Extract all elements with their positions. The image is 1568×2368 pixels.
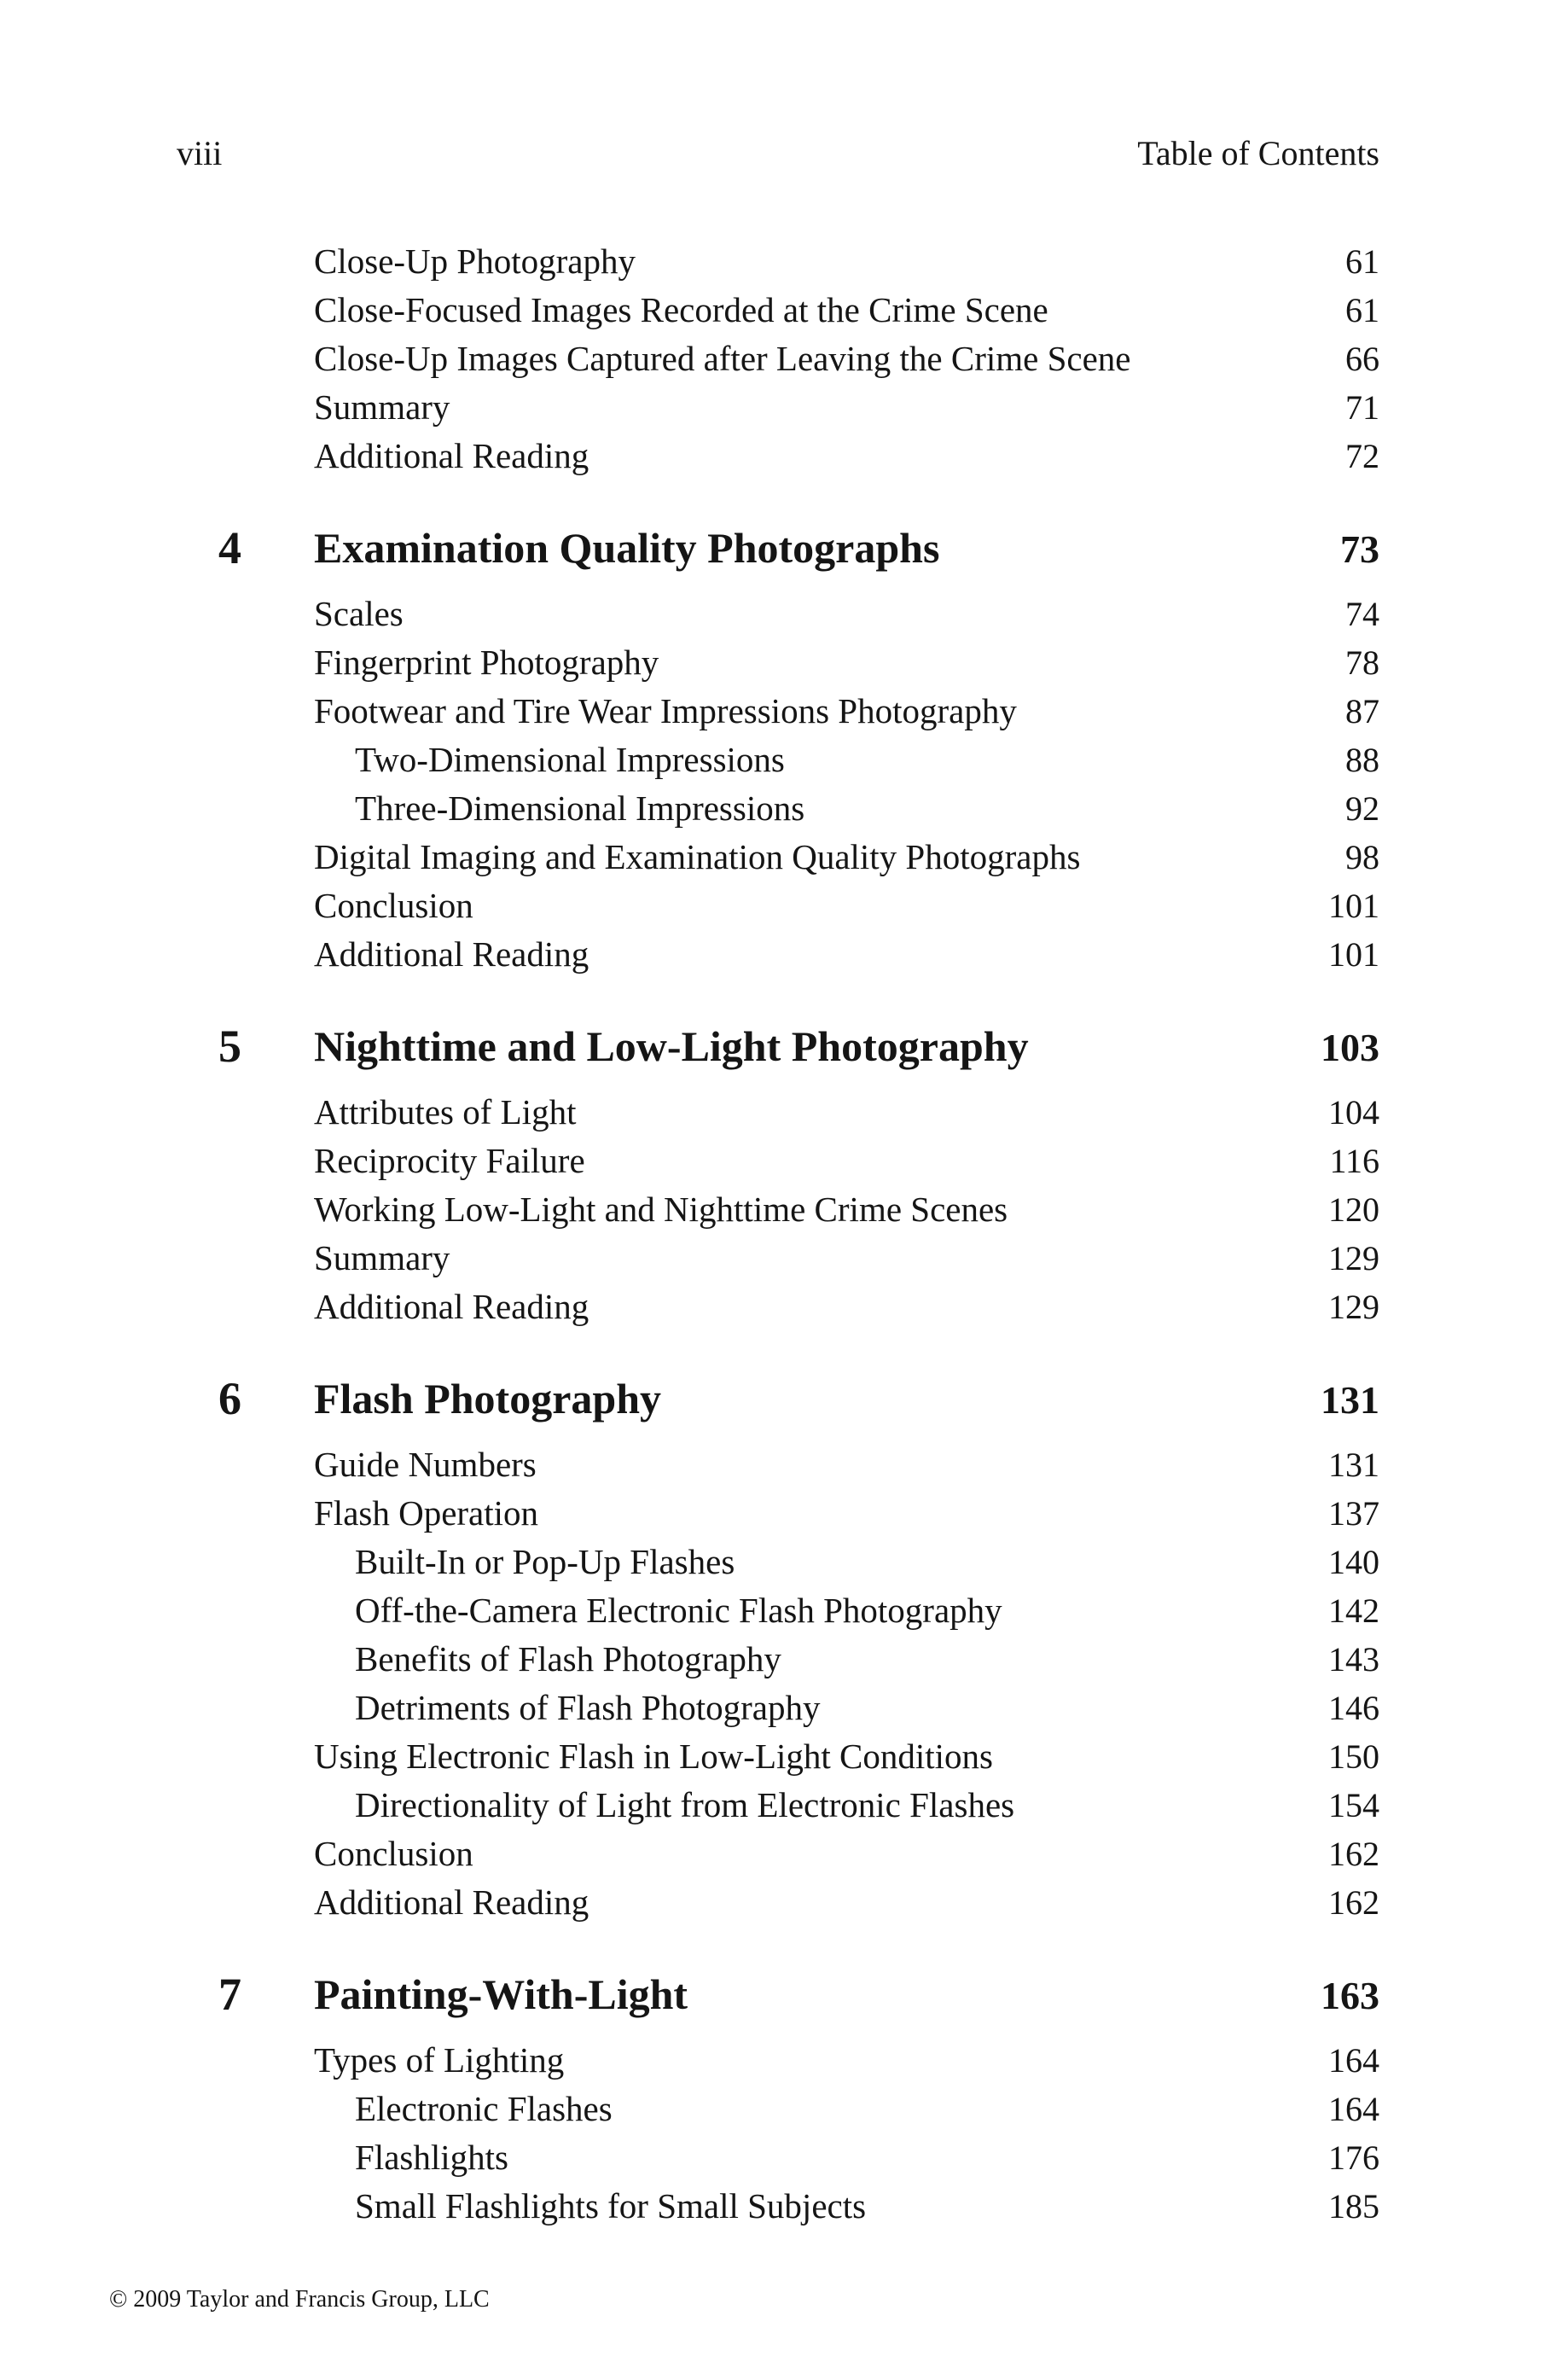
- toc-entry: [314, 2133, 1379, 2182]
- chapter-number: 5: [218, 1021, 241, 1072]
- toc-entry-label: Conclusion: [314, 1834, 473, 1873]
- toc-entry-label: Benefits of Flash Photography: [355, 1639, 781, 1679]
- toc-entry-label: Close-Focused Images Recorded at the Crime Scene: [314, 290, 1048, 329]
- page-footer: [109, 2285, 490, 2314]
- toc-entry-page: 164: [1328, 2090, 1379, 2128]
- toc-entry-page: 116: [1329, 1142, 1379, 1180]
- toc-entry-page: 101: [1328, 887, 1379, 925]
- toc-entry-page: 71: [1345, 388, 1379, 427]
- toc-entry-page: 154: [1328, 1786, 1379, 1824]
- toc-entry: [314, 833, 1379, 881]
- toc-entry-page: 72: [1345, 437, 1379, 475]
- toc-entry-label: Working Low-Light and Nighttime Crime Scenes: [314, 1190, 1008, 1229]
- toc-entry-page: 66: [1345, 340, 1379, 378]
- toc-entry-page: 92: [1345, 789, 1379, 828]
- chapter-title: Examination Quality Photographs: [314, 524, 940, 572]
- toc-entry: [314, 1283, 1379, 1331]
- toc-entry-label: Three-Dimensional Impressions: [355, 788, 805, 828]
- toc-entry-page: 162: [1328, 1835, 1379, 1873]
- toc-entry: [314, 335, 1379, 383]
- toc-entry: [314, 2182, 1379, 2231]
- toc-entry-page: 164: [1328, 2041, 1379, 2080]
- chapter-heading: [218, 1963, 1379, 2028]
- toc-entry-page: 61: [1345, 242, 1379, 281]
- toc-entry-label: Footwear and Tire Wear Impressions Photography: [314, 691, 1017, 730]
- chapter-heading: [218, 516, 1379, 581]
- chapter-heading: [218, 1015, 1379, 1079]
- chapter-title: Painting-With-Light: [314, 1970, 688, 2018]
- toc-entry: [314, 2085, 1379, 2133]
- toc-entry-label: Additional Reading: [314, 1287, 589, 1326]
- toc-entry-label: Close-Up Images Captured after Leaving the Crime Scene: [314, 339, 1131, 378]
- toc-entry-label: Built-In or Pop-Up Flashes: [355, 1542, 735, 1581]
- toc-entry-label: Types of Lighting: [314, 2040, 565, 2080]
- toc-entry-page: 88: [1345, 741, 1379, 779]
- running-head-title: Table of Contents: [1137, 134, 1379, 172]
- chapter-heading: [218, 1367, 1379, 1432]
- toc-entry-label: Using Electronic Flash in Low-Light Conditions: [314, 1737, 994, 1776]
- toc-entry-page: 143: [1328, 1640, 1379, 1679]
- toc-entry: [314, 1088, 1379, 1137]
- toc-entry-label: Two-Dimensional Impressions: [355, 740, 785, 779]
- chapter-page: 73: [1340, 527, 1379, 571]
- toc-entry-page: 140: [1328, 1543, 1379, 1581]
- chapter-page: 103: [1321, 1026, 1379, 1069]
- toc-entry: [314, 286, 1379, 335]
- toc-entry: [314, 930, 1379, 979]
- toc-entry: [314, 736, 1379, 784]
- toc-entry-page: 101: [1328, 935, 1379, 974]
- toc-entry-label: Directionality of Light from Electronic Flashes: [355, 1785, 1015, 1824]
- toc-entry-label: Additional Reading: [314, 934, 589, 974]
- toc-entry-page: 120: [1328, 1190, 1379, 1229]
- toc-entry: [314, 432, 1379, 480]
- toc-entry: [314, 881, 1379, 930]
- chapter-page: 131: [1321, 1378, 1379, 1422]
- table-of-contents: [218, 237, 1379, 2231]
- toc-entry-page: 98: [1345, 838, 1379, 876]
- toc-entry-label: Electronic Flashes: [355, 2089, 613, 2128]
- toc-entry-label: Fingerprint Photography: [314, 643, 659, 682]
- toc-entry-page: 146: [1328, 1689, 1379, 1727]
- toc-entry-page: 162: [1328, 1883, 1379, 1922]
- chapter-title: Nighttime and Low-Light Photography: [314, 1022, 1029, 1070]
- toc-entry: [314, 1635, 1379, 1684]
- toc-entry: [314, 1137, 1379, 1185]
- toc-entry-label: Flash Operation: [314, 1493, 539, 1533]
- toc-entry-label: Conclusion: [314, 886, 473, 925]
- toc-entry-label: Summary: [314, 1238, 450, 1277]
- toc-entry-label: Small Flashlights for Small Subjects: [355, 2186, 867, 2225]
- toc-entry: [314, 1781, 1379, 1830]
- chapter-number: 7: [218, 1969, 241, 2020]
- toc-entry-label: Summary: [314, 387, 450, 427]
- toc-entry-page: 78: [1345, 643, 1379, 682]
- toc-entry-label: Close-Up Photography: [314, 241, 636, 281]
- toc-entry: [314, 1489, 1379, 1538]
- toc-entry-page: 87: [1345, 692, 1379, 730]
- chapter-number: 6: [218, 1373, 241, 1424]
- toc-entry-label: Additional Reading: [314, 436, 589, 475]
- toc-entry: [314, 1830, 1379, 1878]
- toc-entry-page: 104: [1328, 1093, 1379, 1132]
- toc-entry-label: Additional Reading: [314, 1882, 589, 1922]
- toc-entry: [314, 687, 1379, 736]
- folio-page-number: viii: [177, 134, 223, 172]
- toc-entry: [314, 383, 1379, 432]
- toc-entry: [314, 1538, 1379, 1586]
- toc-entry: [314, 1234, 1379, 1283]
- toc-entry-label: Attributes of Light: [314, 1092, 577, 1132]
- running-head: [177, 133, 1379, 174]
- toc-entry: [314, 1586, 1379, 1635]
- toc-entry: [314, 1732, 1379, 1781]
- toc-entry-label: Guide Numbers: [314, 1445, 537, 1484]
- copyright-notice: © 2009 Taylor and Francis Group, LLC: [109, 2286, 490, 2313]
- toc-entry: [314, 638, 1379, 687]
- toc-entry-page: 131: [1328, 1446, 1379, 1484]
- toc-entry-page: 185: [1328, 2187, 1379, 2225]
- toc-entry-page: 137: [1328, 1494, 1379, 1533]
- toc-entry-page: 142: [1328, 1591, 1379, 1630]
- toc-entry-page: 176: [1328, 2138, 1379, 2177]
- toc-entry-label: Reciprocity Failure: [314, 1141, 585, 1180]
- toc-entry: [314, 1684, 1379, 1732]
- toc-entry: [314, 784, 1379, 833]
- toc-entry: [314, 590, 1379, 638]
- toc-entry-label: Off-the-Camera Electronic Flash Photography: [355, 1591, 1002, 1630]
- toc-entry-page: 129: [1328, 1239, 1379, 1277]
- chapter-title: Flash Photography: [314, 1375, 662, 1423]
- toc-entry-page: 150: [1328, 1737, 1379, 1776]
- toc-entry: [314, 237, 1379, 286]
- toc-entry-page: 74: [1345, 595, 1379, 633]
- toc-entry-label: Scales: [314, 594, 404, 633]
- toc-entry-page: 61: [1345, 291, 1379, 329]
- toc-entry-page: 129: [1328, 1288, 1379, 1326]
- chapter-number: 4: [218, 522, 241, 573]
- toc-entry: [314, 1440, 1379, 1489]
- toc-entry-label: Flashlights: [355, 2138, 508, 2177]
- toc-entry: [314, 1185, 1379, 1234]
- toc-entry: [314, 1878, 1379, 1927]
- chapter-page: 163: [1321, 1974, 1379, 2017]
- toc-entry-label: Digital Imaging and Examination Quality Photographs: [314, 837, 1081, 876]
- toc-entry-label: Detriments of Flash Photography: [355, 1688, 821, 1727]
- toc-entry: [314, 2036, 1379, 2085]
